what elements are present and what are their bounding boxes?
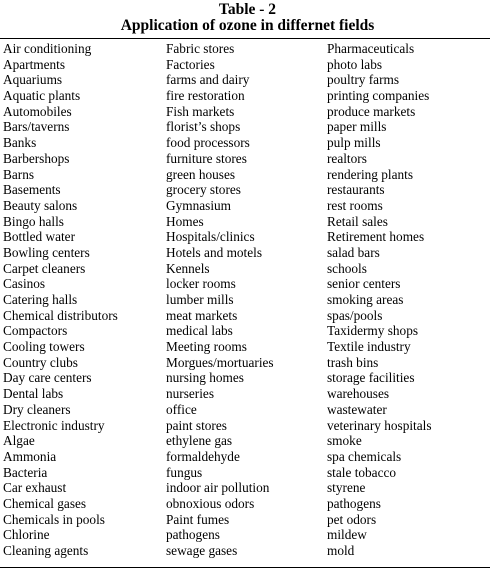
table-cell: photo labs xyxy=(327,56,383,72)
table-cell: Homes xyxy=(166,213,204,229)
table-cell: grocery stores xyxy=(166,182,241,198)
table-cell: styrene xyxy=(327,480,366,496)
table-cell: pathogens xyxy=(327,495,381,511)
table-cell: Fish markets xyxy=(166,103,235,119)
table-cell: Chemical distributors xyxy=(3,307,118,323)
table-cell: Aquatic plants xyxy=(3,88,81,104)
table-caption: Application of ozone in differnet fields xyxy=(120,17,375,34)
table-cell: trash bins xyxy=(327,354,379,370)
table-cell: Pharmaceuticals xyxy=(327,41,415,56)
table-cell: pet odors xyxy=(327,511,377,527)
table-cell: senior centers xyxy=(327,276,401,292)
table-cell: pulp mills xyxy=(327,135,381,151)
table-cell: Banks xyxy=(3,135,37,151)
table-cell: spas/pools xyxy=(327,307,383,323)
table-cell: Day care centers xyxy=(3,370,92,386)
table-cell: fungus xyxy=(166,464,203,480)
table-cell: wastewater xyxy=(327,401,387,417)
table-cell: nurseries xyxy=(166,386,214,402)
table-cell: Automobiles xyxy=(3,103,72,119)
table-cell: realtors xyxy=(327,150,367,166)
table-cell: Chemicals in pools xyxy=(3,511,105,527)
table-cell: farms and dairy xyxy=(166,72,250,88)
table-cell: warehouses xyxy=(327,386,390,402)
table-cell: ethylene gas xyxy=(166,433,233,449)
table-cell: office xyxy=(166,401,197,417)
table-cell: formaldehyde xyxy=(166,448,240,464)
table-cell: salad bars xyxy=(327,244,380,260)
table-cell: Chlorine xyxy=(3,527,50,543)
table-cell: Bacteria xyxy=(3,464,48,480)
table-cell: Chemical gases xyxy=(3,495,87,511)
table-cell: locker rooms xyxy=(166,276,236,292)
table-cell: Meeting rooms xyxy=(166,339,247,355)
table-cell: fire restoration xyxy=(166,88,245,104)
table-cell: spa chemicals xyxy=(327,448,402,464)
table-cell: Algae xyxy=(3,433,35,449)
table-cell: Kennels xyxy=(166,260,210,276)
table-cell: Morgues/mortuaries xyxy=(166,354,274,370)
table-cell: Catering halls xyxy=(3,292,78,307)
table-column-2 xyxy=(166,41,274,559)
table-cell: food processors xyxy=(166,135,250,151)
table-cell: pathogens xyxy=(166,527,220,543)
table-cell: Factories xyxy=(166,56,215,72)
table-cell: Beauty salons xyxy=(3,197,78,213)
table-cell: Taxidermy shops xyxy=(327,323,419,339)
table-cell: lumber mills xyxy=(166,292,234,307)
table-cell: Retail sales xyxy=(327,213,388,229)
table-cell: produce markets xyxy=(327,103,416,119)
table-cell: Bingo halls xyxy=(3,213,64,229)
table-cell: paper mills xyxy=(327,119,387,135)
table-cell: Air conditioning xyxy=(3,41,92,56)
table-cell: furniture stores xyxy=(166,150,247,166)
table-cell: medical labs xyxy=(166,323,233,339)
table-cell: nursing homes xyxy=(166,370,244,386)
table-cell: Barbershops xyxy=(3,150,70,166)
table-cell: mildew xyxy=(327,527,367,543)
table-cell: Cleaning agents xyxy=(3,543,89,558)
table-cell: Electronic industry xyxy=(3,417,105,433)
table-cell: Carpet cleaners xyxy=(3,260,86,276)
table-cell: Hotels and motels xyxy=(166,244,263,260)
table-cell: Casinos xyxy=(3,276,46,292)
table-cell: Aquariums xyxy=(3,72,63,88)
table-cell: green houses xyxy=(166,166,236,182)
top-rule xyxy=(0,38,490,39)
table-cell: Bowling centers xyxy=(3,244,90,260)
table-cell: Bottled water xyxy=(3,229,76,245)
table-cell: obnoxious odors xyxy=(166,495,255,511)
table-cell: Compactors xyxy=(3,323,68,339)
table-cell: Apartments xyxy=(3,56,66,72)
table-cell: Bars/taverns xyxy=(3,119,70,135)
table-cell: Retirement homes xyxy=(327,229,425,245)
table-cell: Barns xyxy=(3,166,35,182)
table-cell: Ammonia xyxy=(3,448,57,464)
table-cell: rendering plants xyxy=(327,166,414,182)
table-cell: Dry cleaners xyxy=(3,401,71,417)
table-cell: paint stores xyxy=(166,417,227,433)
table-cell: florist’s shops xyxy=(166,119,241,135)
table-cell: indoor air pollution xyxy=(166,480,270,496)
table-cell: smoking areas xyxy=(327,292,404,307)
table-cell: Basements xyxy=(3,182,61,198)
table-cell: schools xyxy=(327,260,367,276)
table-cell: printing companies xyxy=(327,88,430,104)
table-cell: storage facilities xyxy=(327,370,415,386)
table-cell: Car exhaust xyxy=(3,480,67,496)
table-cell: mold xyxy=(327,543,355,558)
table-cell: meat markets xyxy=(166,307,238,323)
table-cell: smoke xyxy=(327,433,362,449)
table-cell: Paint fumes xyxy=(166,511,230,527)
table-cell: Cooling towers xyxy=(3,339,85,355)
table-column-1 xyxy=(3,41,118,559)
table-cell: rest rooms xyxy=(327,197,383,213)
table-cell: Dental labs xyxy=(3,386,64,402)
table-cell: veterinary hospitals xyxy=(327,417,432,433)
table-column-3 xyxy=(327,41,432,559)
table-cell: Gymnasium xyxy=(166,197,232,213)
table-cell: Hospitals/clinics xyxy=(166,229,255,245)
table-cell: poultry farms xyxy=(327,72,400,88)
bottom-rule xyxy=(0,567,490,568)
table-cell: restaurants xyxy=(327,182,385,198)
table-cell: Fabric stores xyxy=(166,41,235,56)
table-cell: Textile industry xyxy=(327,339,411,355)
table-cell: stale tobacco xyxy=(327,464,397,480)
table-label: Table - 2 xyxy=(218,1,277,18)
table-cell: sewage gases xyxy=(166,543,238,558)
table-cell: Country clubs xyxy=(3,354,78,370)
